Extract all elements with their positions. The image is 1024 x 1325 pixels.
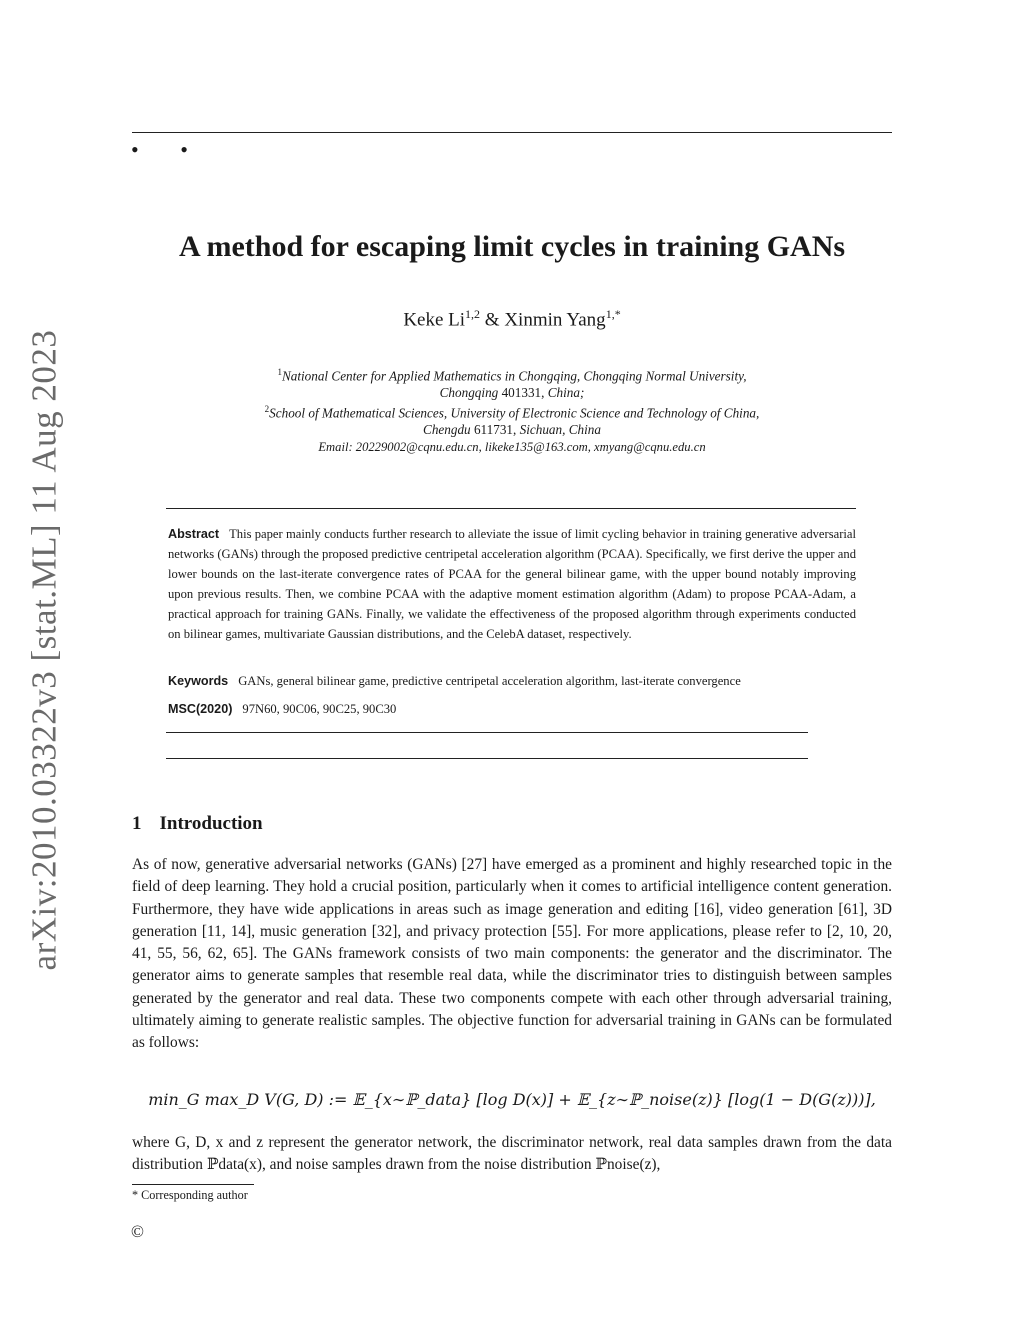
affiliation-line: $^1$National Center for Applied Mathematics in Chongqing, Chongqing Normal University, — [277, 367, 747, 384]
msc-classification — [168, 702, 868, 717]
section-number: 1 — [132, 813, 142, 834]
objective-equation: min_G max_D V(G, D) := 𝔼_{x∼ℙ_data} [log D(x)] + 𝔼_{z∼ℙ_noise(z)} [log(1 − D(G(z)))], — [148, 1090, 876, 1109]
msc-codes: 97N60, 90C06, 90C25, 90C30 — [242, 702, 397, 716]
section-heading — [132, 813, 263, 835]
author-line — [0, 307, 1024, 331]
keywords — [168, 674, 868, 689]
keywords-label: Keywords — [168, 674, 229, 688]
header-rule — [132, 132, 892, 133]
copyright-symbol: © — [131, 1222, 144, 1241]
paper-title: A method for escaping limit cycles in training GANs — [178, 230, 846, 263]
author-emails: Email: 20229002@cqnu.edu.cn, likeke135@163.com, xmyang@cqnu.edu.cn — [318, 440, 706, 454]
section-title: Introduction — [159, 813, 263, 834]
abstract-bottom-rule — [166, 758, 808, 759]
intro-paragraph: As of now, generative adversarial networks (GANs) [27] have emerged as a prominent and highly researched topic in the field of deep learning. They hold a crucial position, particularly when it comes to artificial intelligence content generation. Furthermore, they have wide applications in areas such as image generation and editing [16], video generation [61], 3D generation [11, 14], music generation [32], and privacy protection [55]. For more applications, please refer to [2, 10, 20, 41, 55, 56, 62, 65]. The GANs framework consists of two main components: the generator and the discriminator. The generator aims to generate samples that resemble real data, while the discriminator tries to distinguish between samples generated by the generator and real data. These two components compete with each other through adversarial training, ultimately aiming to generate realistic samples. The objective function for adversarial training in GANs can be formulated as follows: — [132, 856, 892, 1052]
author-name: Xinmin Yang — [504, 309, 606, 331]
affiliation-line: $^2$School of Mathematical Sciences, University of Electronic Science and Technology of China, — [264, 404, 760, 421]
msc-label: MSC(2020) — [168, 702, 233, 716]
author-separator: & — [480, 309, 505, 331]
abstract-label: Abstract — [168, 527, 220, 541]
author-affiliation-marker: 1,* — [605, 307, 621, 321]
abstract-text: This paper mainly conducts further research to alleviate the issue of limit cycling behavior in training generative adversarial networks (GANs) through the proposed predictive centripetal acceleration algorithm (PCAA). Specifically, we first derive the upper and lower bounds on the last-iterate convergence rates of PCAA for the general bilinear game, with the upper bound notably improving upon previous results. Then, we combine PCAA with the adaptive moment estimation algorithm (Adam) to propose PCAA-Adam, a practical approach for training GANs. Finally, we validate the effectiveness of the proposed algorithm through experiments conducted on bilinear games, multivariate Gaussian distributions, and the CelebA dataset, respectively. — [168, 527, 856, 642]
equation-explanation: where G, D, x and z represent the generator network, the discriminator network, real data samples drawn from the data distribution ℙdata(x), and noise samples drawn from the noise distribution ℙnoise(z), — [132, 1134, 892, 1174]
header-dots: • • — [131, 137, 206, 162]
arxiv-identifier: arXiv:2010.03322v3 [stat.ML] 11 Aug 2023 — [24, 329, 63, 971]
abstract-bottom-rule — [166, 732, 808, 733]
affiliations — [0, 364, 1024, 439]
author-name: Keke Li — [403, 309, 466, 331]
footnote-rule — [132, 1184, 254, 1185]
footnote: * Corresponding author — [132, 1188, 248, 1202]
affiliation-line: Chongqing 401331, China; — [439, 384, 585, 400]
author-affiliation-marker: 1,2 — [465, 307, 481, 321]
affiliation-line: Chengdu 611731, Sichuan, China — [423, 422, 601, 438]
abstract — [168, 524, 856, 645]
abstract-top-rule — [166, 508, 856, 509]
keywords-text: GANs, general bilinear game, predictive centripetal acceleration algorithm, last-iterate convergence — [238, 674, 741, 688]
